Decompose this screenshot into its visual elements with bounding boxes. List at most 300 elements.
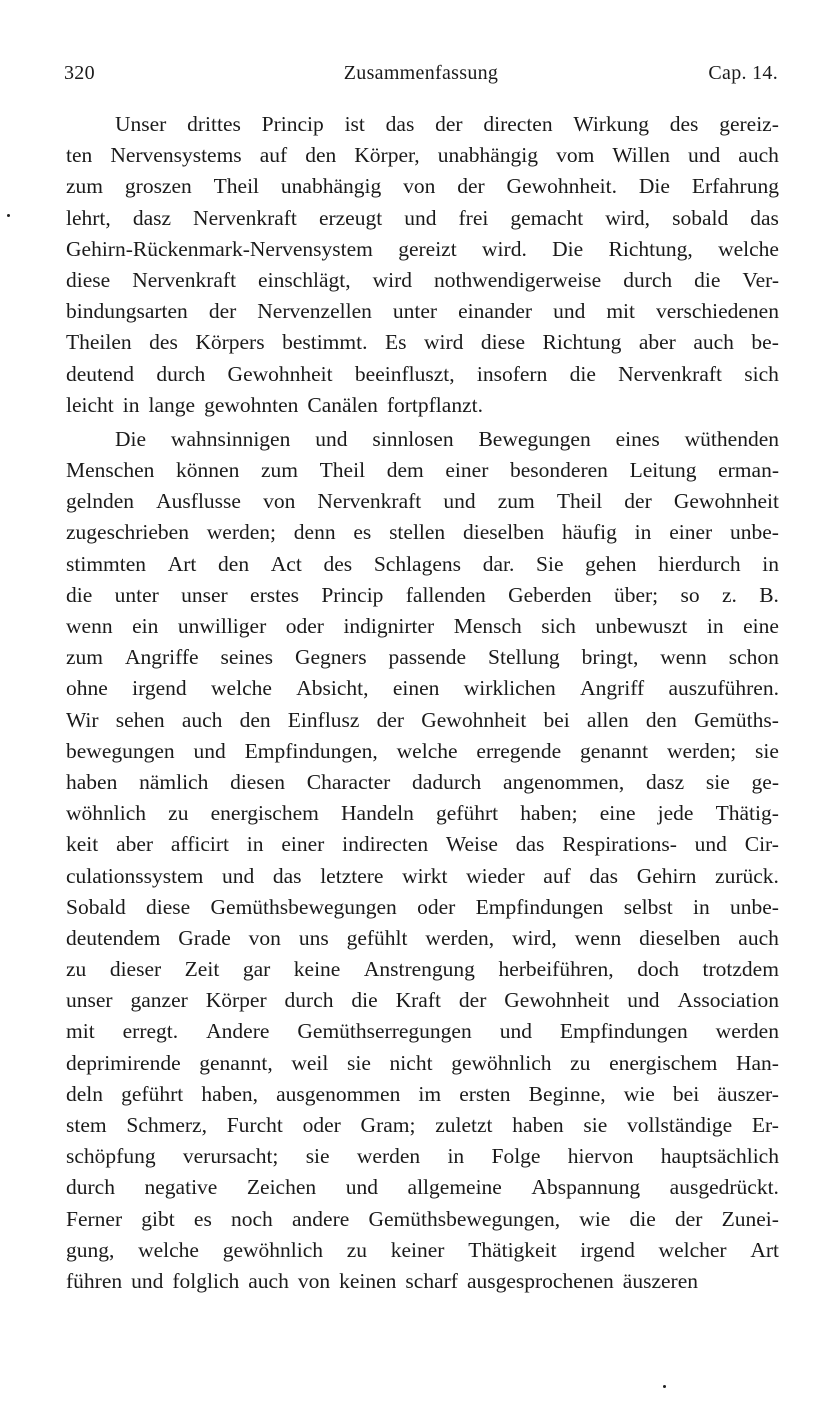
word: Character	[306, 769, 391, 794]
text-line	[66, 611, 779, 642]
word: oder	[417, 894, 456, 919]
word: ausgedrückt.	[669, 1175, 779, 1200]
word: die	[629, 1206, 656, 1231]
word: Er-	[751, 1113, 779, 1137]
word: Empfindungen	[559, 1019, 688, 1044]
word: auch	[693, 330, 734, 355]
text-line	[66, 1172, 779, 1203]
word: gemacht	[510, 205, 584, 230]
word: Nervenzellen	[257, 299, 372, 324]
word: drittes	[187, 112, 241, 136]
word: geführt	[121, 1081, 184, 1106]
word: diese	[66, 267, 111, 292]
word: Gewohnheit	[421, 707, 527, 732]
word: unabhängig	[280, 174, 382, 199]
word: wöhnlich	[66, 801, 147, 826]
word: gefühlt	[346, 925, 408, 950]
word: gibt	[141, 1206, 175, 1231]
word: Princip	[261, 112, 324, 136]
word: Geberden	[508, 582, 592, 607]
word: erzeugt	[318, 205, 383, 230]
word: eines	[615, 426, 660, 451]
word: insofern	[476, 361, 548, 386]
word: ohne	[66, 676, 108, 701]
word: Gemüthserregungen	[297, 1019, 472, 1044]
word: die	[694, 267, 721, 292]
word: das	[385, 112, 415, 136]
word: Die	[115, 426, 147, 451]
word: genannt	[580, 738, 649, 763]
word: von	[297, 1268, 331, 1293]
word: Association	[677, 988, 779, 1013]
word: das	[272, 863, 302, 888]
word: über;	[613, 582, 659, 607]
word: beeinfluszt,	[354, 361, 455, 386]
word: verursacht;	[182, 1144, 279, 1169]
word: eine	[743, 614, 779, 638]
word: des	[323, 551, 353, 576]
word: auch	[248, 1268, 289, 1293]
word: Es	[384, 330, 407, 355]
word: und	[222, 863, 255, 888]
word: Andere	[206, 1019, 270, 1044]
word: ausgesprochenen	[466, 1268, 614, 1293]
word: folglich	[172, 1268, 240, 1293]
word: wird,	[605, 205, 651, 230]
word: das	[589, 863, 619, 888]
word: Die	[552, 236, 584, 261]
word: Gram;	[360, 1113, 416, 1137]
word: keit	[66, 832, 99, 857]
word: zum	[260, 458, 299, 483]
word: haben,	[201, 1081, 259, 1106]
word: Handeln	[341, 801, 414, 826]
word: sie	[583, 1113, 608, 1137]
word: und	[443, 489, 476, 514]
word: negative	[144, 1175, 218, 1200]
word: bei	[672, 1081, 700, 1106]
word: wird,	[511, 925, 557, 950]
word: Kraft	[395, 988, 441, 1013]
chapter-label: Cap. 14.	[708, 62, 778, 84]
text-line	[66, 892, 779, 923]
word: gewohnten	[204, 392, 299, 417]
word: in	[634, 520, 652, 545]
word: Empfindungen,	[244, 738, 378, 763]
word: Mensch	[453, 614, 522, 638]
word: leicht	[66, 392, 114, 417]
word: werden,	[425, 925, 495, 950]
word: auch	[738, 925, 779, 950]
word: Beginne,	[528, 1081, 606, 1106]
word: ersten	[459, 1081, 511, 1106]
word: durch	[156, 361, 206, 386]
text-line	[66, 1079, 779, 1110]
word: wird.	[482, 236, 527, 261]
text-line	[66, 1235, 779, 1266]
word: mit	[606, 299, 635, 324]
word: B.	[759, 582, 779, 607]
word: durch	[623, 267, 673, 292]
word: in	[246, 832, 264, 857]
word: irgend	[132, 676, 187, 701]
word: unbe-	[729, 520, 779, 545]
word: auch	[738, 143, 779, 168]
word: ausgenommen	[276, 1081, 401, 1106]
text-line	[66, 580, 779, 611]
word: zu	[168, 801, 189, 826]
word: dadurch	[412, 769, 482, 794]
word: von	[263, 489, 296, 514]
word: unter	[392, 299, 438, 324]
word: Gemüthsbewegungen	[210, 894, 397, 919]
word: culationssystem	[66, 863, 204, 888]
word: der	[624, 489, 652, 514]
word: Gemüths-	[694, 707, 779, 732]
word: Gegners	[294, 645, 367, 670]
word: wenn	[66, 614, 113, 638]
word: im	[418, 1081, 442, 1106]
word: Schlagens	[373, 551, 462, 576]
running-title: Zusammenfassung	[343, 62, 499, 84]
word: Angriffe	[124, 645, 199, 670]
text-line	[66, 736, 779, 767]
word: wie	[579, 1206, 611, 1231]
word: dar.	[482, 551, 515, 576]
word: einer	[669, 520, 713, 545]
word: zum	[497, 489, 535, 514]
word: Körper,	[354, 143, 420, 168]
text-line	[66, 359, 779, 390]
word: sie	[705, 769, 730, 794]
word: be-	[751, 330, 779, 355]
word: Zunei-	[721, 1206, 779, 1231]
word: Act	[270, 551, 302, 576]
word: ist	[344, 112, 365, 136]
word: Richtung,	[608, 236, 693, 261]
word: den	[645, 707, 677, 732]
word: wenn	[574, 925, 622, 950]
page-number: 320	[64, 62, 95, 84]
word: oder	[302, 1113, 341, 1137]
text-line	[66, 1016, 779, 1047]
running-header	[64, 60, 778, 86]
word: gewöhnlich	[222, 1237, 324, 1262]
word: äuszer-	[717, 1081, 779, 1106]
text-line	[66, 390, 779, 421]
word: deprimirende	[66, 1050, 181, 1075]
word: keiner	[390, 1237, 445, 1262]
word: weil	[291, 1050, 329, 1075]
word: und	[627, 988, 660, 1013]
word: Han-	[735, 1050, 779, 1075]
word: directen	[483, 112, 553, 136]
word: Art	[167, 551, 197, 576]
word: unwilliger	[177, 614, 267, 638]
word: wie	[623, 1081, 655, 1106]
text-line	[66, 1204, 779, 1235]
word: gewöhnlich	[451, 1050, 552, 1075]
word: indirecten	[342, 832, 429, 857]
word: bindungsarten	[66, 299, 188, 324]
word: Anstrengung	[363, 957, 475, 982]
word: unser	[181, 582, 228, 607]
word: denn	[293, 520, 336, 545]
word: wahnsinnigen	[170, 426, 291, 451]
word: noch	[231, 1206, 273, 1231]
text-line	[66, 140, 779, 171]
text-line	[66, 1048, 779, 1079]
word: Nervenkraft	[618, 361, 722, 386]
word: gung,	[66, 1237, 115, 1262]
word: werden	[356, 1144, 421, 1169]
word: sie	[755, 738, 779, 763]
word: der	[376, 707, 405, 732]
word: nämlich	[139, 769, 209, 794]
word: Art	[750, 1237, 779, 1262]
page-body	[66, 109, 779, 1297]
word: können	[176, 458, 240, 483]
text-line	[66, 985, 779, 1016]
word: Canälen	[307, 392, 378, 417]
word: Ausflusse	[156, 489, 241, 514]
word: Richtung	[542, 330, 622, 355]
word: die	[66, 582, 93, 607]
word: welche	[211, 676, 272, 701]
word: nothwendigerweise	[434, 267, 602, 292]
word: das	[750, 205, 779, 230]
word: nicht	[389, 1050, 433, 1075]
word: scharf	[405, 1268, 458, 1293]
word: stellen	[389, 520, 446, 545]
word: dieselben	[462, 520, 545, 545]
word: der	[435, 112, 463, 136]
word: angenommen,	[503, 769, 625, 794]
word: dasz	[132, 205, 172, 230]
word: Körper	[205, 988, 267, 1013]
word: und	[345, 1175, 378, 1200]
word: unter	[114, 582, 159, 607]
word: zu	[570, 1050, 591, 1075]
word: Gewohnheit	[504, 988, 610, 1013]
word: welche	[396, 738, 458, 763]
word: deln	[66, 1081, 104, 1106]
margin-speck	[663, 1385, 666, 1388]
word: seines	[220, 645, 274, 670]
word: frei	[458, 205, 489, 230]
word: Gehirn	[636, 863, 697, 888]
text-line	[66, 171, 779, 202]
word: wirkt	[402, 863, 448, 888]
word: ein	[132, 614, 159, 638]
paragraph	[66, 424, 779, 1297]
word: bei	[543, 707, 570, 732]
word: gehen	[585, 551, 637, 576]
word: stem	[66, 1113, 107, 1137]
word: auch	[181, 707, 223, 732]
text-line	[66, 798, 779, 829]
word: werden;	[666, 738, 737, 763]
word: und	[404, 205, 437, 230]
word: herbeiführen,	[498, 957, 614, 982]
word: Gewohnheit.	[506, 174, 618, 199]
text-line	[66, 517, 779, 548]
word: allen	[586, 707, 629, 732]
word: jede	[657, 801, 694, 826]
word: stimmten	[66, 551, 147, 576]
word: der	[458, 988, 487, 1013]
word: das	[515, 832, 545, 857]
word: Erfahrung	[691, 174, 779, 199]
word: erman-	[718, 458, 779, 483]
word: Theilen	[66, 330, 132, 355]
word: und	[193, 738, 226, 763]
text-line	[66, 923, 779, 954]
text-line	[66, 861, 779, 892]
text-line	[66, 1141, 779, 1172]
word: Einflusz	[287, 707, 360, 732]
word: bewegungen	[66, 738, 175, 763]
word: Nervensystems	[110, 143, 242, 168]
text-line	[66, 642, 779, 673]
word: hierdurch	[658, 551, 741, 576]
word: Gewohnheit	[673, 489, 779, 514]
text-line	[66, 767, 779, 798]
word: sobald	[672, 205, 729, 230]
word: irgend	[580, 1237, 635, 1262]
word: zum	[66, 645, 104, 670]
word: Weise	[445, 832, 498, 857]
word: Zeichen	[246, 1175, 317, 1200]
word: schöpfung	[66, 1144, 156, 1169]
word: Gehirn-Rückenmark-Nervensystem	[66, 236, 373, 261]
word: Sie	[536, 551, 564, 576]
word: und	[553, 299, 586, 324]
word: vom	[556, 143, 595, 168]
word: sie	[305, 1144, 330, 1169]
word: ge-	[751, 769, 779, 794]
word: zugeschrieben	[66, 520, 189, 545]
word: z.	[721, 582, 737, 607]
word: hiervon	[567, 1144, 634, 1169]
word: äuszeren	[622, 1268, 698, 1293]
word: dasz	[645, 769, 685, 794]
word: unser	[66, 988, 113, 1013]
text-line	[66, 705, 779, 736]
word: von	[248, 925, 281, 950]
word: Unser	[115, 112, 167, 136]
word: aber	[638, 330, 676, 355]
word: Stellung	[488, 645, 560, 670]
word: in	[447, 1144, 465, 1169]
word: erregt.	[122, 1019, 179, 1044]
word: zurück.	[715, 863, 779, 888]
word: lehrt,	[66, 205, 111, 230]
word: uns	[298, 925, 329, 950]
word: Abspannung	[531, 1175, 641, 1200]
word: Theil	[556, 489, 603, 514]
word: deutendem	[66, 925, 161, 950]
word: einschlägt,	[258, 267, 351, 292]
word: welcher	[658, 1237, 727, 1262]
word: Absicht,	[296, 676, 369, 701]
text-line	[66, 296, 779, 327]
text-line	[66, 327, 779, 358]
word: welche	[138, 1237, 199, 1262]
text-line	[66, 549, 779, 580]
word: besonderen	[510, 458, 608, 483]
word: in	[706, 614, 724, 638]
word: wenn	[660, 645, 707, 670]
word: unbe-	[730, 894, 779, 919]
word: fallenden	[405, 582, 486, 607]
paragraph	[66, 109, 779, 421]
word: bringt,	[581, 645, 639, 670]
word: sich	[541, 614, 576, 638]
word: wird	[372, 267, 413, 292]
word: sie	[347, 1050, 371, 1075]
word: unbewuszt	[595, 614, 688, 638]
word: Leitung	[629, 458, 697, 483]
text-line	[66, 424, 779, 455]
word: und	[131, 1268, 164, 1293]
word: Wir	[66, 707, 99, 732]
word: Ver-	[742, 267, 779, 292]
word: und	[499, 1019, 532, 1044]
word: Willen	[612, 143, 670, 168]
word: Empfindungen	[475, 894, 604, 919]
word: werden;	[206, 520, 276, 545]
word: einander	[458, 299, 533, 324]
word: Theil	[213, 174, 260, 199]
text-line	[66, 1266, 779, 1297]
word: fortpflanzt.	[386, 392, 483, 417]
word: afficirt	[170, 832, 229, 857]
word: Gemüthsbewegungen,	[368, 1206, 561, 1231]
word: dieser	[109, 957, 162, 982]
word: groszen	[124, 174, 192, 199]
word: ganzer	[130, 988, 188, 1013]
word: letztere	[320, 863, 384, 888]
word: passende	[388, 645, 467, 670]
word: Die	[638, 174, 670, 199]
text-line	[66, 829, 779, 860]
word: Gewohnheit	[227, 361, 333, 386]
word: den	[305, 143, 337, 168]
word: trotzdem	[702, 957, 779, 982]
word: der	[674, 1206, 703, 1231]
word: hauptsächlich	[660, 1144, 779, 1169]
word: schon	[728, 645, 779, 670]
word: haben	[512, 1113, 564, 1137]
word: keine	[293, 957, 341, 982]
word: Angriff	[580, 676, 645, 701]
word: wirklichen	[463, 676, 556, 701]
text-line	[66, 109, 779, 140]
word: sich	[744, 361, 779, 386]
word: einen	[392, 676, 440, 701]
word: Zeit	[184, 957, 220, 982]
word: von	[403, 174, 436, 199]
word: Folge	[491, 1144, 541, 1169]
text-line	[66, 954, 779, 985]
word: diese	[146, 894, 191, 919]
word: die	[351, 988, 378, 1013]
word: durch	[284, 988, 334, 1013]
word: welche	[718, 236, 779, 261]
word: sinnlosen	[372, 426, 454, 451]
word: auf	[259, 143, 288, 168]
